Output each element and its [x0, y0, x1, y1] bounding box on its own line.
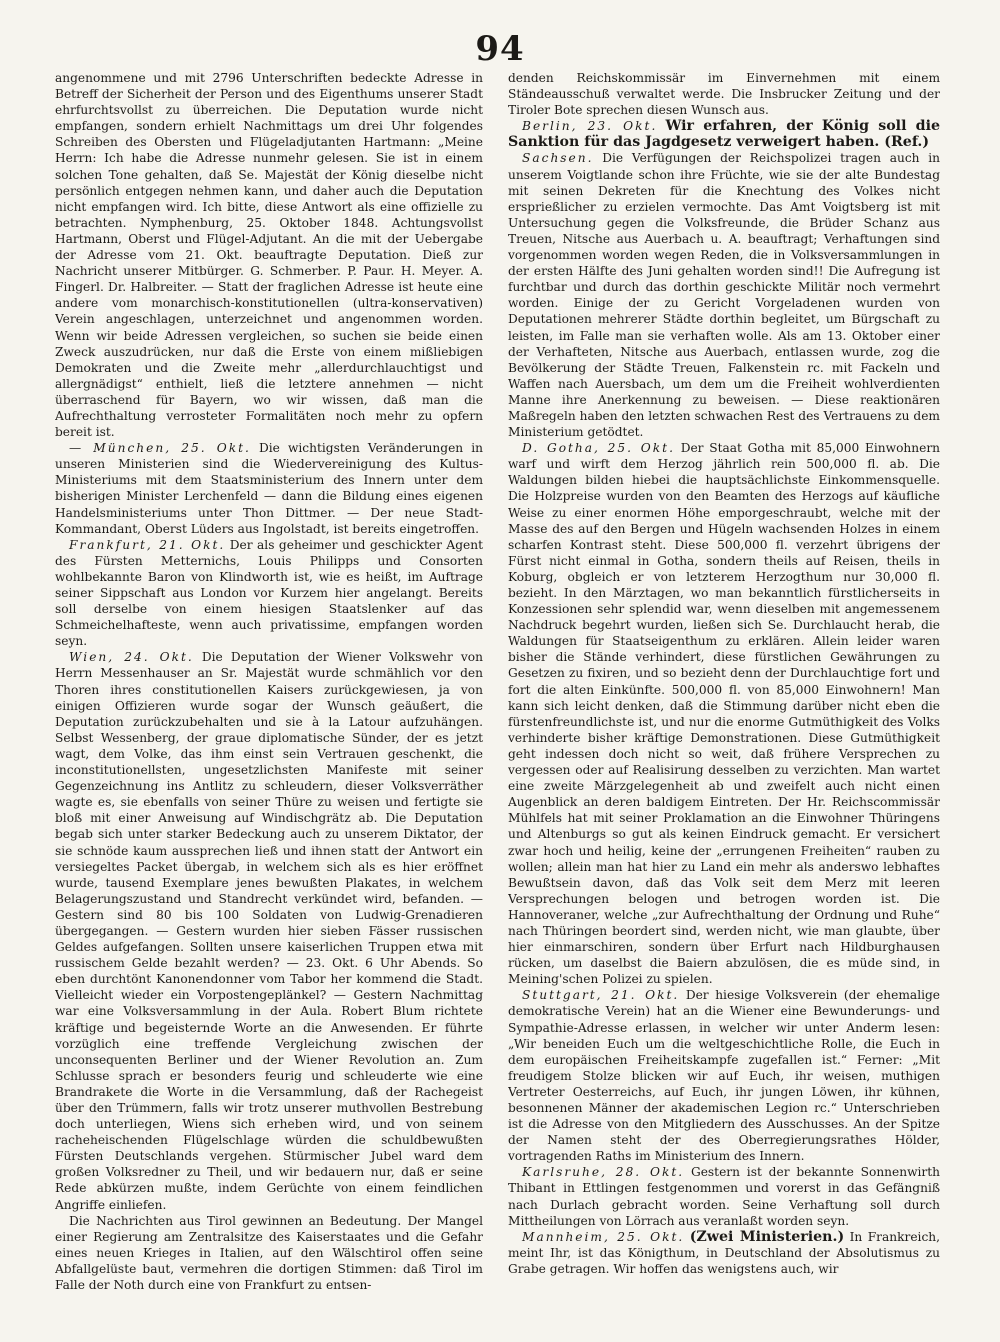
article-paragraph: D. Gotha, 25. Okt. Der Staat Gotha mit 85,000 Einwohnern warf und wirft dem Herzog jährlich rein 500,000 fl. ab. Die Waldungen bilden hiebei die hauptsächlichste Einkommensquelle. Die Holzpreise wurden von den Beamten des Herzogs auf käufliche Weise zu einer enormen Höhe emporgeschraubt, welche mit der Masse des auf den Bergen und Hügeln wachsenden Holzes in einem scharfen Kontrast steht. Diese 500,000 fl. verzehrt übrigens der Fürst nicht einmal in Gotha, sondern theils auf Reisen, theils in Koburg, obgleich er von letzterem Herzogthum nur 30,000 fl. bezieht. In den Märztagen, wo man bekanntlich fürstlicherseits in Konzessionen sehr splendid war, wenn dieselben mit angemessenem Nachdruck begehrt wurden, ließen sich Se. Durchlaucht herab, die Waldungen für Staatseigenthum zu erklären. Allein leider waren bisher die Stände verhindert, diese fürstlichen Gewährungen zu Gesetzen zu fixiren, und so bezieht denn der Durchlauchtige fort und fort die alten Einkünfte. 500,000 fl. von 85,000 Einwohnern! Man kann sich leicht denken, daß die Stimmung darüber nicht eben die fürstenfreundlichste ist, und nur die enorme Gutmüthigkeit des Volks verhinderte bisher kräftige Demonstrationen. Diese Gutmüthigkeit geht indessen doch nicht so weit, daß frühere Versprechen zu vergessen oder auf Realisirung desselben zu verzichten. Man wartet eine zweite Märzgelegenheit ab und zweifelt auch nicht einen Augenblick an deren baldigem Eintreten. Der Hr. Reichscommissär Mühlfels hat mit seiner Proklamation an die Einwohner Thüringens und Altenburgs so gut als keinen Eindruck gemacht. Er versichert zwar hoch und heilig, keine der „errungenen Freiheiten“ rauben zu wollen; allein man hat hier zu Land ein mehr als anderswo lebhaftes Bewußtsein davon, daß das Volk seit dem Merz mit leeren Versprechungen belogen und betrogen worden ist. Die Hannoveraner, welche „zur Aufrechthaltung der Ordnung und Ruhe“ nach Thüringen beordert sind, werden nicht, wie man glaubte, über hier einmarschiren, sondern über Erfurt nach Hildburghausen rücken, um daselbst die Baiern abzulösen, die es müde sind, in Meining'schen Polizei zu spielen.: [508, 441, 940, 987]
article-paragraph: [508, 118, 940, 150]
article-paragraph: Karlsruhe, 28. Okt. Gestern ist der bekannte Sonnenwirth Thibant in Ettlingen festgenommen und vorerst in das Gefängniß nach Durlach gebracht worden. Seine Verhaftung soll durch Mittheilungen von Lörrach aus veranlaßt worden seyn.: [508, 1165, 940, 1228]
article-paragraph: Die Nachrichten aus Tirol gewinnen an Bedeutung. Der Mangel einer Regierung am Zentralsitze des Kaiserstaates und die Gefahr eines neuen Krieges in Italien, auf den Wälschtirol offen seine Abfallgelüste baut, vermehren die dortigen Stimmen: daß Tirol im Falle der Noth durch eine von Frankfurt zu entsen-: [55, 1213, 483, 1293]
dateline: Wien, 24. Okt.: [69, 650, 194, 665]
article-paragraph: — München, 25. Okt. Die wichtigsten Veränderungen in unseren Ministerien sind die Wiedervereinigung des Kultus-Ministeriums mit dem Staatsministerium des Innern unter dem bisherigen Minister Lerchenfeld — dann die Bildung eines eigenen Handelsministeriums unter Thon Dittmer. — Der neue Stadt-Kommandant, Oberst Lüders aus Ingolstadt, ist bereits eingetroffen.: [55, 441, 483, 536]
article-paragraph: denden Reichskommissär im Einvernehmen mit einem Ständeausschuß verwaltet werde. Die Insbrucker Zeitung und der Tiroler Bote sprechen diesen Wunsch aus.: [508, 71, 940, 118]
dateline: — München, 25. Okt.: [69, 441, 251, 456]
dateline: Mannheim, 25. Okt.: [522, 1229, 685, 1244]
dateline: Stuttgart, 21. Okt.: [522, 988, 680, 1003]
article-paragraph: Mannheim, 25. Okt. (Zwei Ministerien.) In Frankreich, meint Ihr, ist das Königthum, in Deutschland der Absolutismus zu Grabe getragen. Wir hoffen das wenigstens auch, wir: [508, 1228, 940, 1276]
headline: Wir erfahren, der König soll die Sanktion für das Jagdgesetz verweigert haben. (Ref.): [508, 118, 940, 151]
page-number: 94: [475, 29, 525, 69]
headline: (Zwei Ministerien.): [689, 1228, 845, 1245]
left-column: [55, 70, 483, 1320]
dateline: Frankfurt, 21. Okt.: [69, 537, 226, 552]
article-paragraph: angenommene und mit 2796 Unterschriften bedeckte Adresse in Betreff der Sicherheit der Person und des Eigenthums unserer Stadt ehrfurchtsvollst zu überreichen. Die Deputation wurde nicht empfangen, sondern erhielt Nachmittags um drei Uhr folgendes Schreiben des Obersten und Flügeladjutanten Hartmann: „Meine Herrn: Ich habe die Adresse nunmehr gelesen. Sie ist in einem solchen Tone gehalten, daß Se. Majestät der König dieselbe nicht persönlich entgegen nehmen kann, und daher auch die Deputation nicht empfangen wird. Ich bitte, diese Antwort als eine offizielle zu betrachten. Nymphenburg, 25. Oktober 1848. Achtungsvollst Hartmann, Oberst und Flügel-Adjutant. An die mit der Uebergabe der Adresse vom 21. Okt. beauftragte Deputation. Dieß zur Nachricht unserer Mitbürger. G. Schmerber. P. Paur. H. Meyer. A. Fingerl. Dr. Halbreiter. — Statt der fraglichen Adresse ist heute eine andere vom monarchisch-konstitutionellen (ultra-konservativen) Verein angeschlagen, unterzeichnet und angenommen worden. Wenn wir beide Adressen vergleichen, so suchen sie beide einen Zweck auszudrücken, nur daß die Erste von einem mißliebigen Demokraten und die Zweite mehr „allerdurchlauchtigst und allergnädigst“ enthielt, ließ die letztere annehmen — nicht überraschend für Bayern, wo wir wissen, daß man die Aufrechthaltung verrosteter Formalitäten noch mehr zu opfern bereit ist.: [55, 71, 483, 440]
article-paragraph: Sachsen. Die Verfügungen der Reichspolizei tragen auch in unserem Voigtlande schon ihre Früchte, wie sie der alte Bundestag mit seinen Dekreten für die Knechtung des Volkes nicht ersprießlicher zu erzielen vermochte. Das Amt Voigtsberg ist mit Untersuchung gegen die Volksfreunde, die Brüder Schanz aus Treuen, Nitsche aus Auerbach u. A. beauftragt; Verhaftungen sind vorgenommen worden wegen Reden, die in Volksversammlungen in der ersten Hälfte des Juni gehalten worden sind!! Die Aufregung ist furchtbar und durch das dorthin geschickte Militär noch vermehrt worden. Einige der zu Gericht Vorgeladenen wurden von Deputationen mehrerer Städte dorthin begleitet, um Bürgschaft zu leisten, im Falle man sie verhaften wolle. Als am 13. Oktober einer der Verhafteten, Nitsche aus Auerbach, entlassen wurde, zog die Bevölkerung der Städte Treuen, Falkenstein rc. mit Fackeln und Waffen nach Auersbach, um dem um die Freiheit wohlverdienten Manne ihre Anerkennung zu beweisen. — Diese reaktionären Maßregeln haben den letzten schwachen Rest des Vertrauens zu dem Ministerium getödtet.: [508, 151, 940, 440]
article-paragraph: Wien, 24. Okt. Die Deputation der Wiener Volkswehr von Herrn Messenhauser an Sr. Majestät wurde schmählich vor den Thoren ihres constitutionellen Kaisers zurückgewiesen, ja von einigen Offizieren wurde sogar der Wunsch geäußert, die Deputation zurückzubehalten und sie à la Latour aufzuhängen. Selbst Wessenberg, der graue diplomatische Sünder, der es jetzt wagt, dem Volke, das ihm einst sein Vertrauen geschenkt, die inconstitutionellsten, ungesetzlichsten Manifeste mit seiner Gegenzeichnung ins Antlitz zu schleudern, dieser Volksverräther wagte es, sie ebenfalls von seiner Thüre zu weisen und fertigte sie bloß mit einer Anweisung auf Windischgrätz ab. Die Deputation begab sich unter starker Bedeckung auch zu unserem Diktator, der sie schnöde kaum aussprechen ließ und ihnen statt der Antwort ein versiegeltes Packet übergab, in welchem sich als es hier eröffnet wurde, tausend Exemplare jenes bewußten Plakates, in welchem Belagerungszustand und Standrecht verkündet wird, befanden. — Gestern sind 80 bis 100 Soldaten von Ludwig-Grenadieren übergegangen. — Gestern wurden hier sieben Fässer russischen Geldes aufgefangen. Sollten unsere kaiserlichen Truppen etwa mit russischem Gelde bezahlt werden? — 23. Okt. 6 Uhr Abends. So eben durchtönt Kanonendonner vom Tabor her kommend die Stadt. Vielleicht wieder ein Vorpostengeplänkel? — Gestern Nachmittag war eine Volksversammlung in der Aula. Robert Blum richtete kräftige und begeisternde Worte an die Anwesenden. Er führte vorzüglich eine treffende Vergleichung zwischen der unconsequenten Berliner und der Wiener Revolution an. Zum Schlusse sprach er besonders feurig und schleuderte wie eine Brandrakete die Worte in die Versammlung, daß der Rachegeist über den Trümmern, falls wir trotz unserer muthvollen Bestrebung doch unterliegen, Wiens sich erheben wird, und von seinem racheheischenden Flügelschlage würden die schuldbewußten Fürsten Deutschlands vergehen. Stürmischer Jubel ward dem großen Volksredner zu Theil, und wir bedauern nur, daß er seine Rede abkürzen mußte, indem Gerüchte von einem feindlichen Angriffe einliefen.: [55, 650, 483, 1212]
dateline: Karlsruhe, 28. Okt.: [522, 1165, 685, 1180]
dateline: D. Gotha, 25. Okt.: [522, 441, 675, 456]
article-paragraph: Frankfurt, 21. Okt. Der als geheimer und geschickter Agent des Fürsten Metternichs, Louis Philipps und Consorten wohlbekannte Baron von Klindworth ist, wie es heißt, im Auftrage seiner Sippschaft aus London vor Kurzem hier angelangt. Bereits soll derselbe von einem hiesigen Staatslenker auf das Schmeichelhafteste, wenn auch privatissime, empfangen worden seyn.: [55, 537, 483, 649]
dateline: Sachsen.: [522, 151, 594, 166]
article-paragraph: Stuttgart, 21. Okt. Der hiesige Volksverein (der ehemalige demokratische Verein) hat an die Wiener eine Bewunderungs- und Sympathie-Adresse erlassen, in welcher wir unter Anderm lesen: „Wir beneiden Euch um die weltgeschichtliche Rolle, die Euch in dem europäischen Freiheitskampfe zugefallen ist.“ Ferner: „Mit freudigem Stolze blicken wir auf Euch, ihr weisen, muthigen Vertreter Oesterreichs, auf Euch, ihr jungen Löwen, ihr kühnen, besonnenen Männer der akademischen Legion rc.“ Unterschrieben ist die Adresse von den Mitgliedern des Ausschusses. An der Spitze der Namen steht der des Oberregierungsrathes Hölder, vortragenden Raths im Ministerium des Innern.: [508, 988, 940, 1164]
dateline: Berlin, 23. Okt.: [522, 119, 658, 134]
right-column: [508, 70, 940, 1320]
